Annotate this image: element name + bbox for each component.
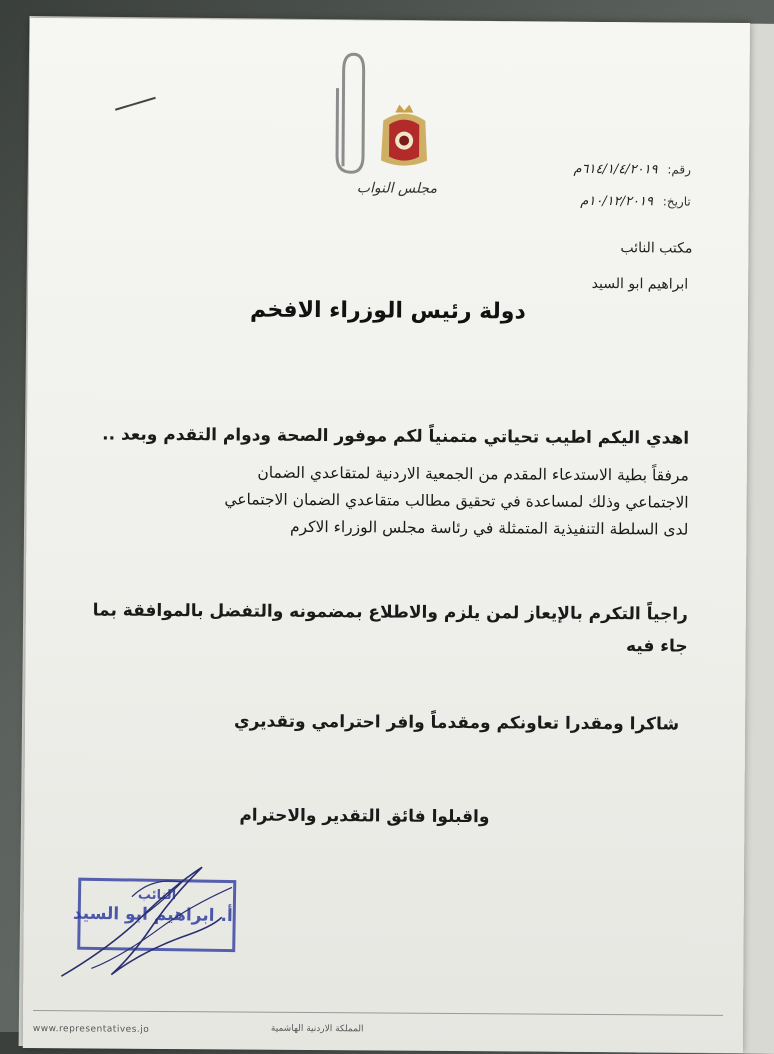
body-line: مرفقاً بطية الاستدعاء المقدم من الجمعية الاردنية لمتقاعدي الضمان <box>257 463 689 485</box>
stamp-title: النائب <box>137 887 177 904</box>
reference-label: رقم: <box>667 162 692 177</box>
council-name: مجلس النواب <box>356 180 438 197</box>
coat-of-arms-icon <box>373 102 435 172</box>
body-paragraph <box>224 459 689 543</box>
pen-mark <box>115 97 156 111</box>
request-line: راجياً التكرم بالإيعاز لمن يلزم والاطلاع بمضمونه والتفضل بالموافقة بما <box>92 600 688 625</box>
footer-url: www.representatives.jo <box>32 1024 150 1035</box>
request-paragraph <box>92 594 688 662</box>
closing-line: واقبلوا فائق التقدير والاحترام <box>239 805 490 828</box>
date-value: ١٠/١٢/٢٠١٩م <box>580 193 654 210</box>
greeting-line: اهدي اليكم اطيب تحياتي متمنياً لكم موفور الصحة ودوام التقدم وبعد .. <box>102 424 690 449</box>
sender-name: ابراهيم ابو السيد <box>591 275 689 293</box>
body-line: الاجتماعي وذلك لمساعدة في تحقيق مطالب متقاعدي الضمان الاجتماعي <box>224 490 689 512</box>
footer-country: المملكة الاردنية الهاشمية <box>270 1023 364 1035</box>
reference-value: ٦١٤/١/٤/٢٠١٩م <box>573 161 658 178</box>
footer-divider <box>33 1010 723 1016</box>
stamp-name: أ. ابراهيم ابو السيد <box>72 903 233 927</box>
body-line: لدى السلطة التنفيذية المتمثلة في رئاسة مجلس الوزراء الاكرم <box>289 517 689 539</box>
reference-number <box>573 162 691 178</box>
thanks-line: شاكرا ومقدرا تعاونكم ومقدماً وافر احترامي وتقديري <box>233 711 680 735</box>
date-label: تاريخ: <box>662 194 691 209</box>
handwritten-signature <box>51 856 252 997</box>
letter-date <box>580 194 691 210</box>
addressee-heading: دولة رئيس الوزراء الافخم <box>250 297 526 325</box>
sender-office: مكتب النائب <box>620 240 693 257</box>
letter-page <box>23 18 750 1053</box>
request-line: جاء فيه <box>625 636 688 657</box>
paperclip-icon <box>329 48 370 178</box>
